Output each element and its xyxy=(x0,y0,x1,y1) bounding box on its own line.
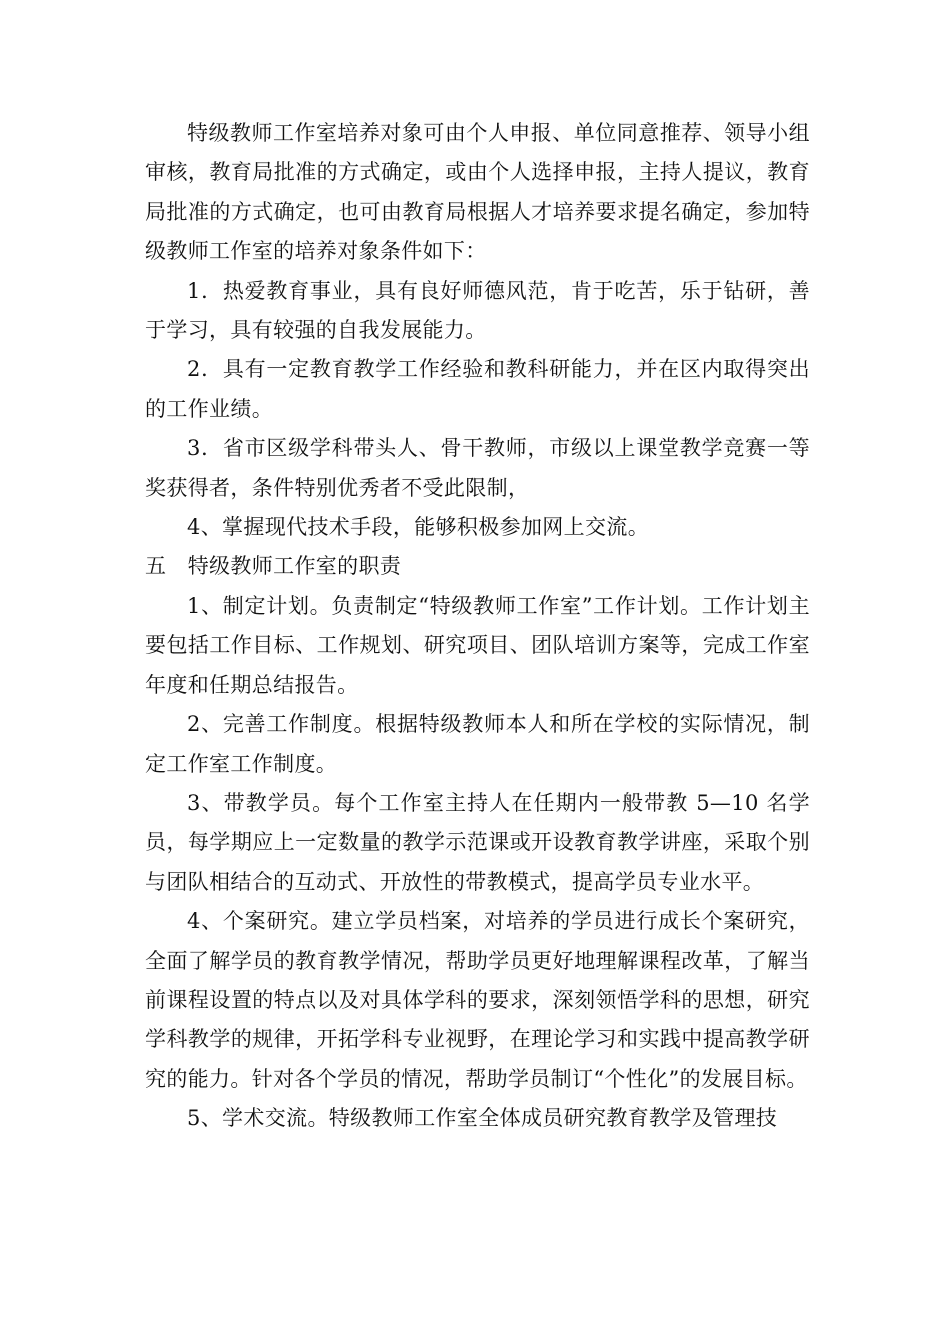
intro-paragraph: 特级教师工作室培养对象可由个人申报、单位同意推荐、领导小组审核，教育局批准的方式确定，或由个人选择申报，主持人提议，教育局批准的方式确定，也可由教育局根据人才培养要求提名确定，参加特级教师工作室的培养对象条件如下： xyxy=(145,121,810,264)
section-heading: 五 特级教师工作室的职责 xyxy=(145,554,402,579)
condition-item-2: 2．具有一定教育教学工作经验和教科研能力，并在区内取得突出的工作业绩。 xyxy=(145,357,810,421)
condition-item-4: 4、掌握现代技术手段，能够积极参加网上交流。 xyxy=(187,515,650,540)
duty-item-3: 3、带教学员。每个工作室主持人在任期内一般带教 5—10 名学员，每学期应上一定数量的教学示范课或开设教育教学讲座，采取个别与团队相结合的互动式、开放性的带教模式，提高学员专业水平。 xyxy=(145,790,810,894)
condition-item-3: 3．省市区级学科带头人、骨干教师，市级以上课堂教学竞赛一等奖获得者，条件特别优秀者不受此限制， xyxy=(145,436,810,500)
condition-item-1: 1．热爱教育事业，具有良好师德风范，肯于吃苦，乐于钻研，善于学习，具有较强的自我发展能力。 xyxy=(145,278,810,343)
duty-item-4: 4、个案研究。建立学员档案，对培养的学员进行成长个案研究，全面了解学员的教育教学情况，帮助学员更好地理解课程改革，了解当前课程设置的特点以及对具体学科的要求，深刻领悟学科的思想，研究学科教学的规律，开拓学科专业视野，在理论学习和实践中提高教学研究的能力。针对各个学员的情况，帮助学员制订“个性化”的发展目标。 xyxy=(145,909,810,1091)
document-body xyxy=(145,114,810,1139)
duty-item-1: 1、制定计划。负责制定“特级教师工作室”工作计划。工作计划主要包括工作目标、工作规划、研究项目、团队培训方案等，完成工作室年度和任期总结报告。 xyxy=(145,593,810,697)
duty-item-2: 2、完善工作制度。根据特级教师本人和所在学校的实际情况，制定工作室工作制度。 xyxy=(145,712,810,776)
duty-item-5: 5、学术交流。特级教师工作室全体成员研究教育教学及管理技 xyxy=(187,1106,778,1131)
